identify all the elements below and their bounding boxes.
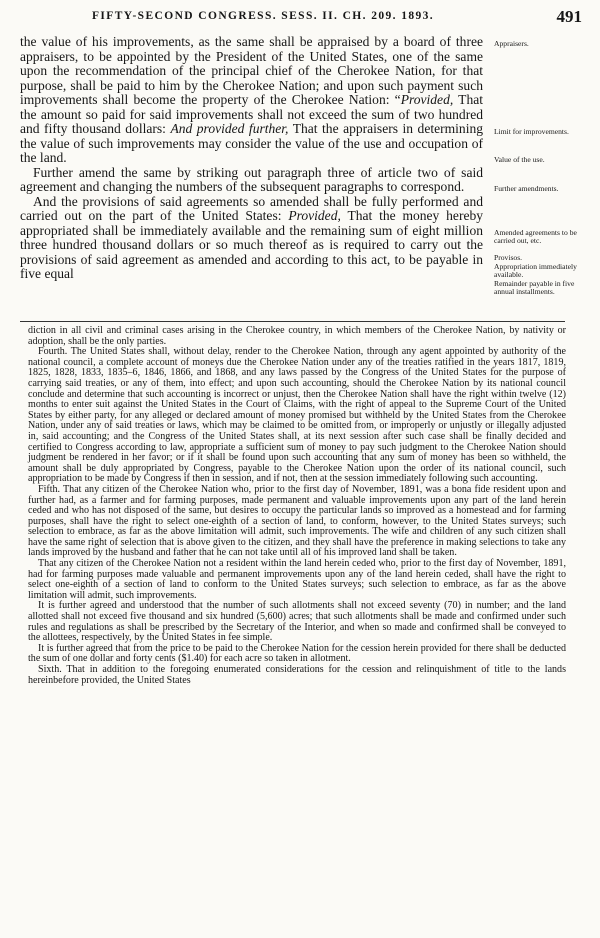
provided-further-phrase: And provided further, xyxy=(170,121,289,136)
margin-note-provisos: Provisos. xyxy=(494,253,523,262)
paragraph-appraisal xyxy=(20,35,483,166)
paragraph-sixth: Sixth. That in addition to the foregoing enumerated considerations for the cession and relinquishment of title to the lands hereinbefore provided, the United States xyxy=(28,664,566,686)
paragraph-price-deduction: It is further agreed that from the price to be paid to the Cherokee Nation for the cession herein provided for there shall be deducted the sum of one dollar and forty cents ($1.40) for each acre so taken in allotment. xyxy=(28,642,566,665)
use-value-text: That the appraisers in determining the value of such improvements may consider the value of the use and occupation of the land. xyxy=(20,121,484,165)
provided-phrase-2: Provided, xyxy=(288,208,341,223)
margin-note-appraisers: Appraisers. xyxy=(494,39,529,48)
appraisal-text: the value of his improvements, as the same shall be appraised by a board of three appraisers, to be appointed by the President of the United States, one of the same upon the recommendation of the principal chief of the Cherokee Nation, for that purpose, shall be paid to him by the Cherokee Nation; and upon such payment such improvements shall become the property of the Cherokee Nation: “ xyxy=(20,34,483,107)
provisions-text: And the provisions of said agreements so amended shall be fully performed and carried out on the part of the United States: xyxy=(20,193,483,223)
paragraph-further-amend: Further amend the same by striking out paragraph three of article two of said agreement and changing the numbers of the subsequent paragraphs to correspond. xyxy=(20,164,483,194)
paragraph-allotments: It is further agreed and understood that the number of such allotments shall not exceed seventy (70) in number; and the land allotted shall not exceed five thousand and six hundred (5,600) acres; that such allotments shall be made and confirmed under such rules and regulations as shall be prescribed by the Secretary of the Interior, and when so made and confirmed shall be conveyed to the allottees, respectively, by the United States in fee simple. xyxy=(28,600,566,644)
running-head xyxy=(22,7,582,29)
paragraph-fifth: Fifth. That any citizen of the Cherokee Nation who, prior to the first day of November, 1891, was a bona fide resident upon and further had, as a farmer and for farming purposes, made permanent and valuable improvements upon any part of the land herein ceded and who has not disposed of the same, but desires to occupy the particular lands so improved as a homestead and for farming purposes, shall have the right to select one-eighth of a section of land, to conform, however, to the United States surveys; such selection to embrace, as far as the above limitation will admit, such improvements. The wife and children of any such citizen shall have the same right of selection that is above given to the citizen, and they shall have the preference in making selections to take any lands improved by the husband and father that he can not take until all of his improved land shall be taken. xyxy=(28,483,566,559)
provided-phrase: Provided, xyxy=(400,92,454,107)
paragraph-nonresident: That any citizen of the Cherokee Nation not a resident within the land herein ceded who, prior to the first day of November, 1891, had for farming purposes made valuable and permanent improvements upon any of the land herein ceded, shall have the right to select one-eighth of a section of land to conform to the United States surveys; such selection to embrace, as far as the above limitation will admit, such improvements. xyxy=(28,558,566,601)
margin-note-appropriation: Appropriation immediately available. xyxy=(494,262,577,280)
paragraph-jurisdiction: diction in all civil and criminal cases arising in the Cherokee country, in which members of the Cherokee Nation, by nativity or adoption, shall be the only parties. xyxy=(28,325,566,347)
margin-note-further-amendments: Further amendments. xyxy=(494,184,559,193)
statute-text-upper xyxy=(20,35,483,282)
limit-text: That the amount so paid for said improvements shall not exceed the sum of two hundred and fifty thousand dollars: xyxy=(20,92,483,136)
running-title: FIFTY-SECOND CONGRESS. SESS. II. CH. 209. 1893. xyxy=(92,10,435,22)
margin-note-value-of-use: Value of the use. xyxy=(494,155,545,164)
paragraph-provisions xyxy=(20,195,483,282)
statute-text-lower xyxy=(28,326,566,686)
section-divider xyxy=(20,321,565,322)
page-number: 491 xyxy=(556,7,582,26)
margin-note-limit: Limit for improvements. xyxy=(494,127,569,136)
paragraph-fourth: Fourth. The United States shall, without delay, render to the Cherokee Nation, through any agent appointed by authority of the national council, a complete account of moneys due the Cherokee Nation under any of the treaties ratified in the years 1817, 1819, 1825, 1828, 1833, 1835–6, 1846, 1866, and 1868, and any laws passed by the Congress of the United States for the purpose of carrying said treaties, or any of them, into effect; and upon such accounting, should the Cherokee Nation by its national council conclude and determine that such accounting is incorrect or unjust, then the Cherokee Nation shall have the right within twelve (12) months to enter suit against the United States in the Court of Claims, with the right of appeal to the Supreme Court of the United States by either party, for any alleged or declared amount of money promised but withheld by the United States from the Cherokee Nation, under any of said treaties or laws, which may be claimed to be omitted from, or improperly or unjustly or illegally adjusted in, said accounting; and the Congress of the United States shall, at its next session after such case shall be finally decided and certified to Congress according to law, appropriate a sufficient sum of money to pay such judgment to the Cherokee Nation should judgment be rendered in her favor; or if it shall be found upon such accounting that any sum of money has been so withheld, the amount shall be duly appropriated by Congress, payable to the Cherokee Nation upon the order of its national council, such appropriation to be made by Congress if then in session, and if not, then at the session immediately following such accounting. xyxy=(28,346,566,485)
appropriation-text: That the money hereby appropriated shall be immediately available and the remaining sum of eight million three hundred thousand dollars or so much thereof as is required to carry out the provisions of said agreement as amended and according to this act, to be payable in five equal xyxy=(20,208,484,281)
margin-note-amended-agreements: Amended agreements to be carried out, etc. xyxy=(494,228,577,246)
margin-note-remainder: Remainder payable in five annual installments. xyxy=(494,279,575,297)
